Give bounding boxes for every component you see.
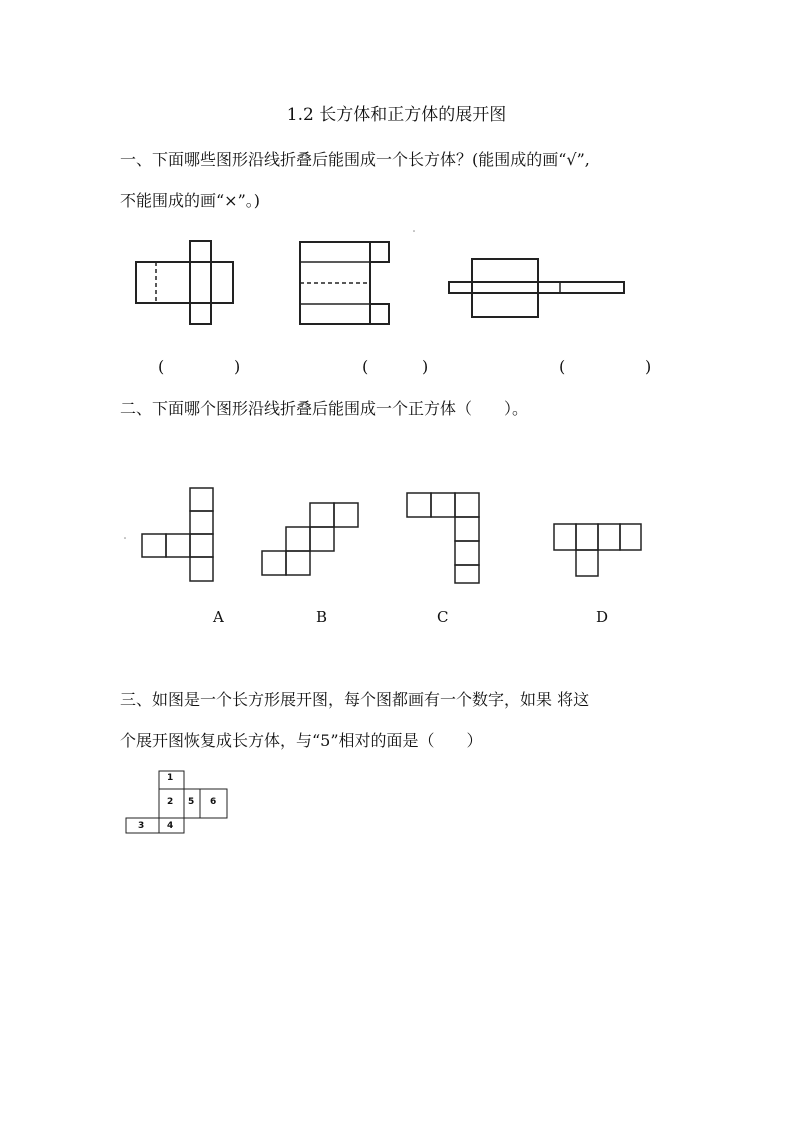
q1-answer-3-open: ( xyxy=(559,357,566,376)
q1-net-2 xyxy=(300,242,389,324)
q2-option-a: A xyxy=(213,608,224,626)
q3-face-4: 4 xyxy=(167,821,174,831)
q3-face-6: 6 xyxy=(210,797,217,807)
question-3-line-1: 三、如图是一个长方形展开图，每个图都画有一个数字，如果 将这 xyxy=(120,690,590,709)
q1-answer-3-close: ) xyxy=(645,357,652,376)
q2-option-b: B xyxy=(316,608,328,626)
q1-answer-2-close: ) xyxy=(422,357,429,376)
q1-net-3 xyxy=(449,259,624,317)
q3-face-3: 3 xyxy=(138,821,145,831)
q3-face-5: 5 xyxy=(188,797,195,807)
q2-net-b xyxy=(262,503,358,575)
q3-face-2: 2 xyxy=(167,797,174,807)
q1-answer-1-close: ) xyxy=(234,357,241,376)
q2-net-a xyxy=(142,488,213,581)
question-1-line-2: 不能围成的画“×”。) xyxy=(120,191,261,210)
q2-option-d: D xyxy=(596,608,609,626)
stray-dot xyxy=(413,230,415,232)
page-title: 1.2 长方体和正方体的展开图 xyxy=(286,105,507,125)
q2-net-c xyxy=(407,493,479,583)
q3-face-1: 1 xyxy=(167,773,174,783)
q1-answer-1-open: ( xyxy=(158,357,165,376)
q1-net-1 xyxy=(136,241,233,324)
q2-option-c: C xyxy=(437,608,449,626)
question-1-line-1: 一、下面哪些图形沿线折叠后能围成一个长方体？(能围成的画“√”, xyxy=(120,150,590,169)
question-3-line-2: 个展开图恢复成长方体，与“5”相对的面是（ ） xyxy=(120,731,483,750)
question-2-text: 二、下面哪个图形沿线折叠后能围成一个正方体（ ）。 xyxy=(120,399,529,418)
q2-net-d xyxy=(554,524,641,576)
stray-dot-2 xyxy=(124,537,126,539)
q1-answer-2-open: ( xyxy=(362,357,369,376)
